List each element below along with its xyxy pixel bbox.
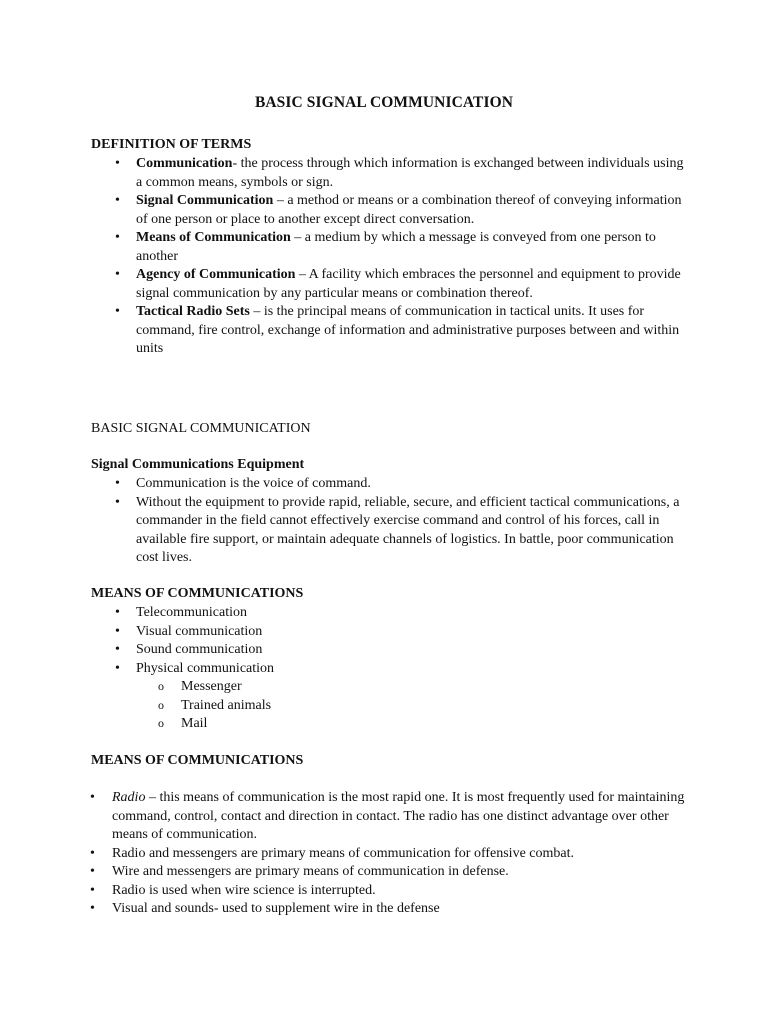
section2-subheading: Signal Communications Equipment (91, 457, 305, 472)
list-item: • Visual communication (136, 623, 688, 642)
equipment-list (136, 475, 688, 568)
list-item: • Telecommunication (136, 604, 688, 623)
means-list (136, 604, 688, 734)
physical-sublist (136, 678, 688, 734)
sub-list-item: o Trained animals (181, 697, 688, 716)
definition-text: – a method or means or a combination thereof of conveying information of one person or place to another except direct conversation. (136, 193, 682, 227)
section3-heading: MEANS OF COMMUNICATIONS (91, 586, 304, 601)
sub-list-item: o Messenger (181, 678, 688, 697)
list-item (136, 303, 688, 359)
definition-text: – a medium by which a message is conveyed from one person to another (136, 230, 656, 264)
list-item: • Wire and messengers are primary means of communication in defense. (112, 863, 702, 882)
radio-term: Radio (112, 790, 146, 805)
list-item: • Sound communication (136, 641, 688, 660)
definition-term: Signal Communication (136, 193, 274, 208)
list-item (136, 229, 688, 266)
section2-heading: BASIC SIGNAL COMMUNICATION (91, 421, 311, 436)
list-item (136, 155, 688, 192)
list-item: • Radio is used when wire science is interrupted. (112, 882, 702, 901)
definitions-heading: DEFINITION OF TERMS (91, 137, 252, 152)
list-item (112, 789, 702, 845)
list-item: • Without the equipment to provide rapid, reliable, secure, and efficient tactical communications, a commander in the field cannot effectively exercise command and control of his forces, call in available fire support, or maintain adequate channels of logistics. In battle, poor communication cost lives. (136, 494, 688, 568)
definition-term: Means of Communication (136, 230, 291, 245)
definition-text: – A facility which embraces the personnel and equipment to provide signal communication by any particular means or combination thereof. (136, 267, 681, 301)
definition-term: Agency of Communication (136, 267, 296, 282)
document-title: BASIC SIGNAL COMMUNICATION (254, 94, 514, 111)
definition-text: - the process through which information is exchanged between individuals using a common means, symbols or sign. (136, 156, 684, 190)
list-item (136, 660, 688, 734)
section4-heading: MEANS OF COMMUNICATIONS (91, 753, 304, 768)
list-item (136, 266, 688, 303)
definition-term: Tactical Radio Sets (136, 304, 250, 319)
definitions-list (136, 155, 688, 359)
list-item: • Communication is the voice of command. (136, 475, 688, 494)
definition-text: – is the principal means of communication in tactical units. It uses for command, fire control, exchange of information and administrative purposes between and within units (136, 304, 680, 356)
list-item: • Radio and messengers are primary means of communication for offensive combat. (112, 845, 702, 864)
means-detail-list (112, 789, 702, 919)
sub-list-item: o Mail (181, 715, 688, 734)
definition-term: Communication (136, 156, 233, 171)
list-item-label: Physical communication (136, 660, 275, 676)
list-item (136, 192, 688, 229)
list-item: • Visual and sounds- used to supplement wire in the defense (112, 900, 702, 919)
radio-text: – this means of communication is the most rapid one. It is most frequently used for maintaining command, control, contact and direction in contact. The radio has one distinct advantage over other means of communication. (112, 790, 685, 842)
